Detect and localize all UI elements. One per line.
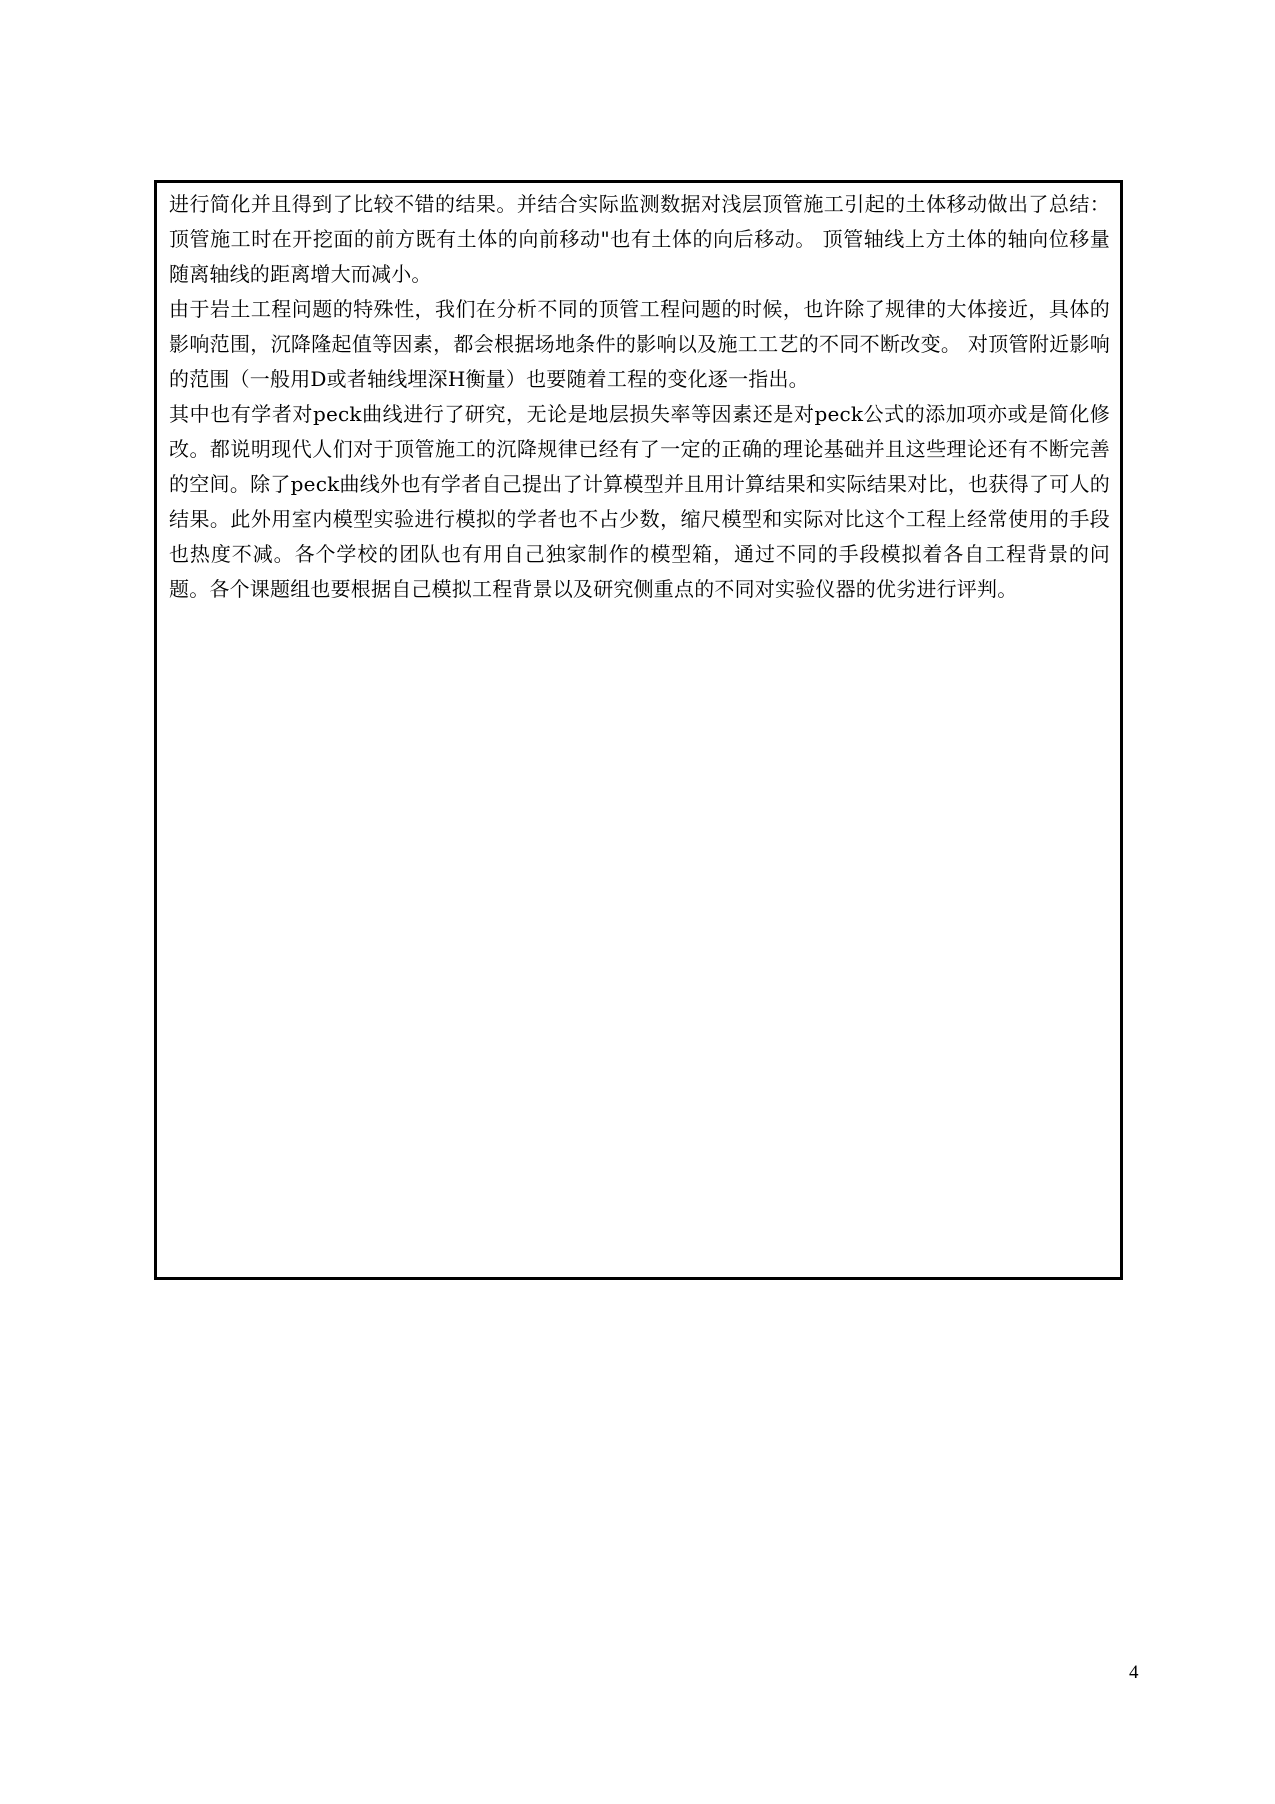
paragraph-1: 进行简化并且得到了比较不错的结果。并结合实际监测数据对浅层顶管施工引起的土体移动做出了总结： 顶管施工时在开挖面的前方既有土体的向前移动"也有土体的向后移动。 顶管轴线上方土体的轴向位移量随离轴线的距离增大而减小。 <box>169 192 1110 286</box>
paragraph-3: 其中也有学者对peck曲线进行了研究，无论是地层损失率等因素还是对peck公式的添加项亦或是简化修改。都说明现代人们对于顶管施工的沉降规律已经有了一定的正确的理论基础并且这些理论还有不断完善的空间。除了peck曲线外也有学者自己提出了计算模型并且用计算结果和实际结果对比，也获得了可人的结果。此外用室内模型实验进行模拟的学者也不占少数，缩尺模型和实际对比这个工程上经常使用的手段也热度不减。各个学校的团队也有用自己独家制作的模型箱，通过不同的手段模拟着各自工程背景的问题。各个课题组也要根据自己模拟工程背景以及研究侧重点的不同对实验仪器的优劣进行评判。 <box>169 402 1110 601</box>
page-number: 4 <box>1129 1662 1139 1683</box>
paragraph-2: 由于岩土工程问题的特殊性，我们在分析不同的顶管工程问题的时候，也许除了规律的大体接近，具体的影响范围，沉降隆起值等因素，都会根据场地条件的影响以及施工工艺的不同不断改变。 对顶管附近影响的范围（一般用D或者轴线埋深H衡量）也要随着工程的变化逐一指出。 <box>169 297 1110 391</box>
content-box <box>154 180 1123 1280</box>
